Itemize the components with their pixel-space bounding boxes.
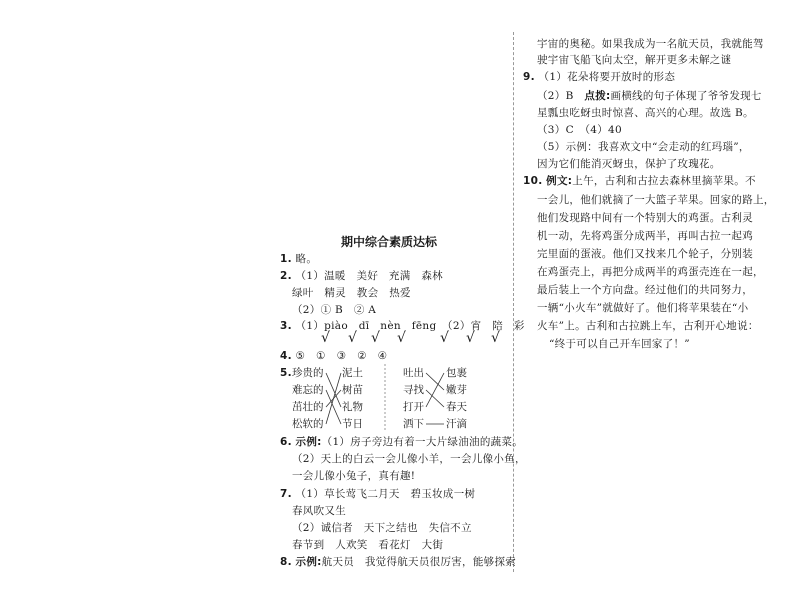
match-line [326,373,341,407]
example-label: 示例: [295,556,322,568]
essay-line: 火车”上。古利和古拉跳上车，古利开心地说： [537,320,759,332]
answer-text: 略。 [295,253,318,265]
section-title: 期中综合素质达标 [341,235,438,249]
answer-text: （2）B [537,90,585,102]
answer-10-first-line [523,174,756,188]
match-item: 茁壮的 [292,401,324,413]
answer-text: 画横线的句子体现了爷爷发现七 [610,90,762,102]
answer-2-part-1-continued: 绿叶 精灵 教会 热爱 [292,287,411,299]
match-item: 节日 [342,418,363,430]
check-mark: √ [440,330,449,346]
question-number: 8. [280,556,292,568]
match-item: 春天 [446,401,467,413]
hint-label: 点拨: [584,90,611,102]
match-item: 洒下 [403,418,424,430]
essay-line: 他们发现路中间有一个特别大的鸡蛋。古利灵 [537,212,753,224]
answer-1 [280,252,317,266]
question-number: 3. [280,320,292,332]
answer-text: 航天员 我觉得航天员很厉害，能够探索 [321,556,517,568]
check-mark: √ [397,330,406,346]
essay-line: “终于可以自己开车回家了！” [549,338,690,350]
answer-text: （1）piào dī nèn fēng （2）宵 陪 彩 [295,320,525,332]
essay-line: 机一动，先将鸡蛋分成两半，再叫古拉一起鸡 [537,230,753,242]
answer-6-part-2-continued: 一会儿像小兔子，真有趣! [292,470,416,482]
answer-6-part-2: （2）天上的白云一会儿像小羊，一会儿像小鱼， [292,453,526,465]
check-mark: √ [321,330,330,346]
match-line [326,373,341,424]
match-item: 松软的 [292,418,324,430]
answer-9-part-2-continued: 星瓢虫吃蚜虫时惊喜、高兴的心理。故选 B。 [537,107,754,119]
answer-2-part-2: （2）① B ② A [292,304,377,316]
match-item: 吐出 [403,367,424,379]
column-divider [513,32,514,572]
answer-8 [280,555,516,569]
match-line [426,373,444,390]
match-item: 嫩芽 [446,384,467,396]
match-item: 礼物 [342,401,363,413]
answer-text: （1）草长莺飞二月天 碧玉妆成一树 [295,488,476,500]
answer-7-part-1-continued: 春风吹又生 [292,505,346,517]
answer-text: 上午，古利和古拉去森林里摘苹果。不 [572,175,756,187]
match-line [426,390,444,407]
example-label: 例文: [546,175,573,187]
essay-line: 一会儿，他们就摘了一大篮子苹果。回家的路上， [537,194,775,206]
answer-9-part-2 [537,89,762,103]
answer-text: （1）花朵将要开放时的形态 [538,71,676,83]
match-line [326,390,341,424]
answer-8-continued-line-1: 宇宙的奥秘。如果我成为一名航天员，我就能驾 [537,38,764,50]
question-number: 9. [523,71,535,83]
example-label: 示例: [295,436,322,448]
check-mark: √ [466,330,475,346]
check-mark: √ [348,330,357,346]
answer-6-part-1 [280,435,523,449]
match-item: 珍贵的 [292,367,324,379]
essay-line: 最后装上一个方向盘。经过他们的共同努力， [537,284,753,296]
answer-9-part-5: （5）示例：我喜欢文中“会走动的红玛瑙”， [537,141,750,153]
check-mark: √ [491,330,500,346]
answer-text: ⑤ ① ③ ② ④ [295,350,388,362]
question-number: 1. [280,253,292,265]
answer-7-part-2: （2）诚信者 天下之结也 失信不立 [292,522,472,534]
match-line [426,373,444,407]
question-number: 10. [523,175,543,187]
answer-text: （1）房子旁边有着一大片绿油油的蔬菜。 [321,436,524,448]
answer-9-part-5-continued: 因为它们能消灭蚜虫，保护了玫瑰花。 [537,158,721,170]
match-item: 包裹 [446,367,467,379]
question-number: 4. [280,350,292,362]
answer-8-continued-line-2: 驶宇宙飞船飞向太空，解开更多未解之谜 [537,54,732,66]
question-number: 5. [280,367,292,379]
question-number: 2. [280,270,292,282]
match-item: 汗滴 [446,418,467,430]
answer-2-part-1 [280,269,443,283]
essay-line: 完里面的蛋液。他们又找来几个轮子，分别装 [537,248,753,260]
check-mark: √ [371,330,380,346]
question-number: 6. [280,436,292,448]
match-item: 树苗 [342,384,363,396]
match-item: 难忘的 [292,384,324,396]
match-item: 打开 [403,401,424,413]
answer-9-part-3-4: （3）C （4）40 [537,124,623,136]
essay-line: 在鸡蛋壳上，再把分成两半的鸡蛋壳连在一起， [537,266,764,278]
match-item: 寻找 [403,384,424,396]
match-line [326,390,341,407]
answer-4 [280,349,387,363]
answer-7-part-2-continued: 春节到 人欢笑 看花灯 大街 [292,539,444,551]
answer-7-part-1 [280,487,475,501]
essay-line: 一辆“小火车”就做好了。他们将苹果装在“小 [537,302,749,314]
answer-9-part-1 [523,70,675,84]
question-number: 7. [280,488,292,500]
answer-text: （1）温暖 美好 充满 森林 [295,270,443,282]
match-item: 泥土 [342,367,363,379]
